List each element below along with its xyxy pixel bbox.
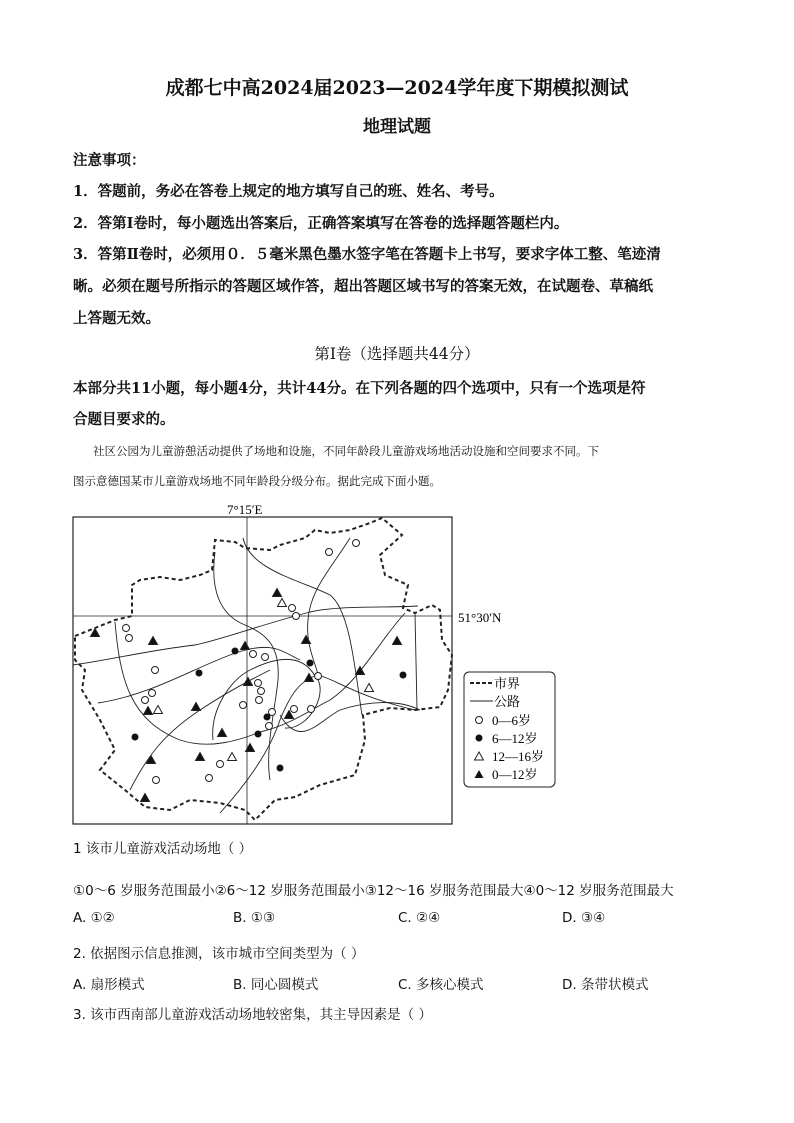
q1-option-c[interactable]: C. ②④	[398, 910, 441, 926]
legend-age-0-6: 0—6岁	[492, 713, 532, 728]
map-frame	[73, 517, 452, 824]
city-boundary	[75, 518, 452, 820]
playground-6-12-marker	[255, 731, 262, 738]
legend-age-12-16: 12—16岁	[492, 749, 545, 764]
playground-0-6-marker	[289, 605, 296, 612]
question-2-stem: 2. 依据图示信息推测，该市城市空间类型为（ ）	[73, 946, 365, 962]
city-map	[70, 500, 570, 840]
q2-option-d[interactable]: D. 条带状模式	[562, 977, 649, 993]
playground-0-6-marker	[293, 613, 300, 620]
playground-6-12-marker	[400, 672, 407, 679]
playground-0-6-marker	[152, 667, 159, 674]
q2-option-c[interactable]: C. 多核心模式	[398, 977, 484, 993]
playground-12-16-marker	[228, 753, 237, 761]
playground-0-6-marker	[308, 706, 315, 713]
legend-road-label: 公路	[494, 694, 521, 709]
legend-age-0-12: 0—12岁	[492, 767, 538, 782]
playground-6-12-marker	[307, 660, 314, 667]
playground-0-6-marker	[291, 706, 298, 713]
playground-0-6-marker	[126, 635, 133, 642]
material-text: 图示意德国某市儿童游戏场地不同年龄段分级分布。据此完成下面小题。	[73, 474, 441, 488]
playground-0-12-marker	[273, 589, 282, 597]
playground-0-12-marker	[144, 707, 153, 715]
playground-6-12-marker	[264, 714, 271, 721]
playground-0-12-marker	[393, 637, 402, 645]
question-1-stem: 1 该市儿童游戏活动场地（ ）	[73, 841, 253, 857]
exam-title: 成都七中高2024届2023—2024学年度下期模拟测试	[165, 77, 629, 99]
q2-option-b[interactable]: B. 同心圆模式	[233, 977, 319, 993]
notice-item: 上答题无效。	[73, 310, 160, 327]
playground-0-6-marker	[262, 654, 269, 661]
playground-0-12-marker	[192, 703, 201, 711]
roads	[73, 538, 420, 813]
playground-0-6-marker	[266, 723, 273, 730]
material-text: 社区公园为儿童游憩活动提供了场地和设施，不同年龄段儿童游戏场地活动设施和空间要求不同。下	[93, 444, 599, 458]
playground-6-12-marker	[232, 648, 239, 655]
playground-0-12-marker	[244, 678, 253, 686]
section-title: 第Ⅰ卷（选择题共44分）	[314, 345, 480, 363]
notice-item: 2．答第Ⅰ卷时，每小题选出答案后，正确答案填写在答卷的选择题答题栏内。	[73, 215, 569, 232]
playground-0-6-marker	[123, 625, 130, 632]
playground-0-6-marker	[240, 702, 247, 709]
legend-boundary-label: 市界	[494, 676, 521, 691]
playground-0-12-marker	[149, 637, 158, 645]
legend-open-circle-icon	[476, 717, 483, 724]
legend-filled-circle-icon	[476, 735, 483, 742]
q1-option-b[interactable]: B. ①③	[233, 910, 276, 926]
q2-option-a[interactable]: A. 扇形模式	[73, 977, 145, 993]
q1-option-d[interactable]: D. ③④	[562, 910, 606, 926]
playground-0-12-marker	[196, 753, 205, 761]
question-3-stem: 3. 该市西南部儿童游戏活动场地较密集，其主导因素是（ ）	[73, 1007, 432, 1023]
notice-item: 3．答第Ⅱ卷时，必须用０．５毫米黑色墨水签字笔在答题卡上书写，要求字体工整、笔迹清	[73, 246, 661, 263]
section-intro: 本部分共11小题，每小题4分，共计44分。在下列各题的四个选项中，只有一个选项是符	[73, 380, 646, 397]
playground-0-6-marker	[326, 549, 333, 556]
latitude-label: 51°30′N	[458, 610, 502, 625]
notice-item: 晰。必须在题号所指示的答题区域作答，超出答题区域书写的答案无效，在试题卷、草稿纸	[73, 278, 653, 295]
notice-heading: 注意事项：	[73, 152, 146, 169]
playground-0-6-marker	[256, 697, 263, 704]
exam-subject: 地理试题	[363, 117, 431, 137]
playground-0-6-marker	[269, 709, 276, 716]
playground-12-16-marker	[365, 684, 374, 692]
playground-0-6-marker	[353, 540, 360, 547]
playground-6-12-marker	[277, 765, 284, 772]
section-intro: 合题目要求的。	[73, 411, 175, 428]
playground-12-16-marker	[154, 706, 163, 714]
playground-0-6-marker	[149, 690, 156, 697]
playground-0-6-marker	[142, 697, 149, 704]
playground-6-12-marker	[196, 670, 203, 677]
playground-0-12-marker	[241, 642, 250, 650]
playground-6-12-marker	[132, 734, 139, 741]
playground-0-6-marker	[206, 775, 213, 782]
longitude-label: 7°15′E	[227, 502, 263, 517]
playground-0-6-marker	[255, 680, 262, 687]
playground-0-12-marker	[302, 636, 311, 644]
playground-0-6-marker	[217, 761, 224, 768]
playground-0-6-marker	[315, 673, 322, 680]
question-1-statements: ①0～6 岁服务范围最小②6～12 岁服务范围最小③12～16 岁服务范围最大④0～12 岁服务范围最大	[73, 883, 674, 899]
playground-0-6-marker	[153, 777, 160, 784]
playground-0-6-marker	[250, 651, 257, 658]
playground-0-12-marker	[141, 794, 150, 802]
playground-12-16-marker	[278, 599, 287, 607]
playground-0-6-marker	[258, 688, 265, 695]
notice-item: 1．答题前，务必在答卷上规定的地方填写自己的班、姓名、考号。	[73, 183, 504, 200]
map-legend	[464, 672, 555, 787]
playground-0-12-marker	[218, 729, 227, 737]
legend-age-6-12: 6—12岁	[492, 731, 538, 746]
q1-option-a[interactable]: A. ①②	[73, 910, 115, 926]
